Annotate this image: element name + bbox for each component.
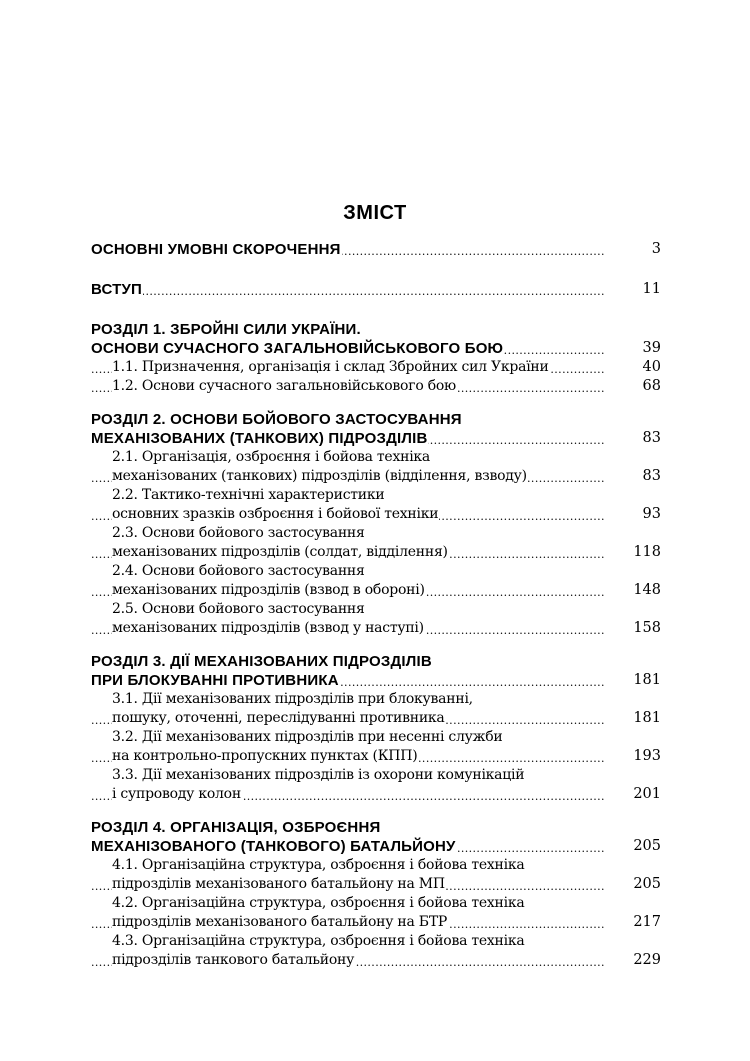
toc-entry-chapter-3-line-2[interactable]	[91, 671, 661, 690]
toc-page-number: 201	[633, 786, 661, 802]
toc-chapter-2	[91, 410, 661, 638]
toc-subentry-label: основних зразків озброєння і бойової техніки	[112, 506, 439, 522]
toc-subentry-label: 2.4. Основи бойового застосування	[112, 563, 365, 579]
toc-subentry-3-1-line-1[interactable]	[91, 690, 661, 709]
toc-page-number: 181	[633, 672, 661, 688]
toc-subentry-label: підрозділів танкового батальйону	[112, 952, 355, 968]
toc-entry-chapter-4-line-2[interactable]	[91, 837, 661, 856]
toc-subentry-label: 2.2. Тактико-технічні характеристики	[112, 487, 385, 503]
toc-entry-label: ОСНОВНІ УМОВНІ СКОРОЧЕННЯ	[91, 241, 341, 258]
toc-subentry-2-5-line-2[interactable]	[91, 619, 661, 638]
toc-subentry-label: механізованих підрозділів (взвод в обороні)	[112, 582, 425, 598]
toc-page-number: 181	[633, 710, 661, 726]
toc-page-number: 68	[642, 378, 661, 394]
toc-subentry-2-2-line-2[interactable]	[91, 505, 661, 524]
toc-entry-label: РОЗДІЛ 1. ЗБРОЙНІ СИЛИ УКРАЇНИ.	[91, 321, 361, 338]
toc-subentry-label: механізованих підрозділів (солдат, відділення)	[112, 544, 448, 560]
toc-page-number: 40	[642, 359, 661, 375]
toc-subentry-3-1-line-2[interactable]	[91, 709, 661, 728]
toc-subentry-4-3-line-1[interactable]	[91, 932, 661, 951]
toc-entry-label: РОЗДІЛ 4. ОРГАНІЗАЦІЯ, ОЗБРОЄННЯ	[91, 819, 381, 836]
toc-subentry-3-3-line-1[interactable]	[91, 766, 661, 785]
toc-entry-label: ВСТУП	[91, 281, 142, 298]
toc-page-number: 217	[633, 914, 661, 930]
toc-subentry-2-3-line-1[interactable]	[91, 524, 661, 543]
toc-chapter-1	[91, 320, 661, 396]
toc-subentry-label: 3.3. Дії механізованих підрозділів із охорони комунікацій	[112, 767, 525, 783]
toc-page-number: 229	[633, 952, 661, 968]
toc-entry-label: РОЗДІЛ 3. ДІЇ МЕХАНІЗОВАНИХ ПІДРОЗДІЛІВ	[91, 653, 432, 670]
toc-entry-chapter-2-line-1[interactable]	[91, 410, 661, 429]
toc-subentry-label: механізованих (танкових) підрозділів (відділення, взводу)	[112, 468, 527, 484]
toc-page-number: 205	[633, 838, 661, 854]
toc-subentry-label: 1.2. Основи сучасного загальновійськового бою	[112, 378, 456, 394]
toc-subentry-2-4-line-1[interactable]	[91, 562, 661, 581]
toc-subentry-1-1[interactable]	[91, 358, 661, 377]
toc-page-number: 3	[651, 241, 661, 257]
toc-chapter-3	[91, 652, 661, 804]
toc-subentry-4-3-line-2[interactable]	[91, 951, 661, 970]
toc-entry-chapter-4-line-1[interactable]	[91, 818, 661, 837]
toc-subentry-label: 4.3. Організаційна структура, озброєння і бойова техніка	[112, 933, 525, 949]
toc-subentry-2-5-line-1[interactable]	[91, 600, 661, 619]
toc-subentry-1-2[interactable]	[91, 377, 661, 396]
toc-subentry-label: і супроводу колон	[112, 786, 241, 802]
toc-page-number: 93	[642, 506, 661, 522]
toc-entry-label: МЕХАНІЗОВАНИХ (ТАНКОВИХ) ПІДРОЗДІЛІВ	[91, 430, 428, 447]
page-title: ЗМІСТ	[343, 202, 407, 224]
table-of-contents	[91, 240, 661, 970]
toc-entry-introduction[interactable]	[91, 280, 661, 299]
toc-page-number: 148	[633, 582, 661, 598]
toc-subentry-4-2-line-1[interactable]	[91, 894, 661, 913]
toc-entry-label: ОСНОВИ СУЧАСНОГО ЗАГАЛЬНОВІЙСЬКОВОГО БОЮ	[91, 340, 504, 357]
toc-page-number: 39	[642, 340, 661, 356]
toc-subentry-label: механізованих підрозділів (взвод у наступі)	[112, 620, 424, 636]
toc-entry-label: МЕХАНІЗОВАНОГО (ТАНКОВОГО) БАТАЛЬЙОНУ	[91, 838, 456, 855]
toc-subentry-2-4-line-2[interactable]	[91, 581, 661, 600]
toc-subentry-label: підрозділів механізованого батальйону на МП	[112, 876, 445, 892]
toc-subentry-label: 4.2. Організаційна структура, озброєння і бойова техніка	[112, 895, 525, 911]
toc-page-number: 158	[633, 620, 661, 636]
toc-page-number: 193	[633, 748, 661, 764]
toc-subentry-label: підрозділів механізованого батальйону на БТР	[112, 914, 448, 930]
toc-chapter-4	[91, 818, 661, 970]
toc-subentry-label: 1.1. Призначення, організація і склад Збройних сил України	[112, 359, 549, 375]
toc-entry-chapter-1-line-2[interactable]	[91, 339, 661, 358]
toc-subentry-3-2-line-2[interactable]	[91, 747, 661, 766]
toc-page-number: 11	[642, 281, 661, 297]
toc-subentry-2-2-line-1[interactable]	[91, 486, 661, 505]
toc-subentry-4-1-line-1[interactable]	[91, 856, 661, 875]
toc-subentry-label: пошуку, оточенні, переслідуванні противника	[112, 710, 445, 726]
toc-subentry-label: 2.5. Основи бойового застосування	[112, 601, 365, 617]
toc-subentry-label: 3.1. Дії механізованих підрозділів при блокуванні,	[112, 691, 473, 707]
toc-entry-label: РОЗДІЛ 2. ОСНОВИ БОЙОВОГО ЗАСТОСУВАННЯ	[91, 411, 462, 428]
toc-page-number: 205	[633, 876, 661, 892]
toc-subentry-label: 4.1. Організаційна структура, озброєння і бойова техніка	[112, 857, 525, 873]
toc-subentry-2-1-line-2[interactable]	[91, 467, 661, 486]
toc-entry-chapter-2-line-2[interactable]	[91, 429, 661, 448]
toc-subentry-4-1-line-2[interactable]	[91, 875, 661, 894]
toc-subentry-3-3-line-2[interactable]	[91, 785, 661, 804]
toc-page-number: 83	[642, 468, 661, 484]
toc-subentry-label: на контрольно-пропускних пунктах (КПП)	[112, 748, 418, 764]
toc-entry-chapter-1-line-1[interactable]	[91, 320, 661, 339]
toc-entry-chapter-3-line-1[interactable]	[91, 652, 661, 671]
toc-subentry-label: 2.3. Основи бойового застосування	[112, 525, 365, 541]
toc-subentry-2-3-line-2[interactable]	[91, 543, 661, 562]
toc-subentry-3-2-line-1[interactable]	[91, 728, 661, 747]
toc-subentry-label: 3.2. Дії механізованих підрозділів при несенні служби	[112, 729, 503, 745]
toc-entry-abbreviations[interactable]	[91, 240, 661, 259]
toc-subentry-4-2-line-2[interactable]	[91, 913, 661, 932]
toc-entry-label: ПРИ БЛОКУВАННІ ПРОТИВНИКА	[91, 672, 339, 689]
toc-page-number: 83	[642, 430, 661, 446]
toc-page-number: 118	[633, 544, 661, 560]
toc-subentry-2-1-line-1[interactable]	[91, 448, 661, 467]
toc-subentry-label: 2.1. Організація, озброєння і бойова техніка	[112, 449, 431, 465]
